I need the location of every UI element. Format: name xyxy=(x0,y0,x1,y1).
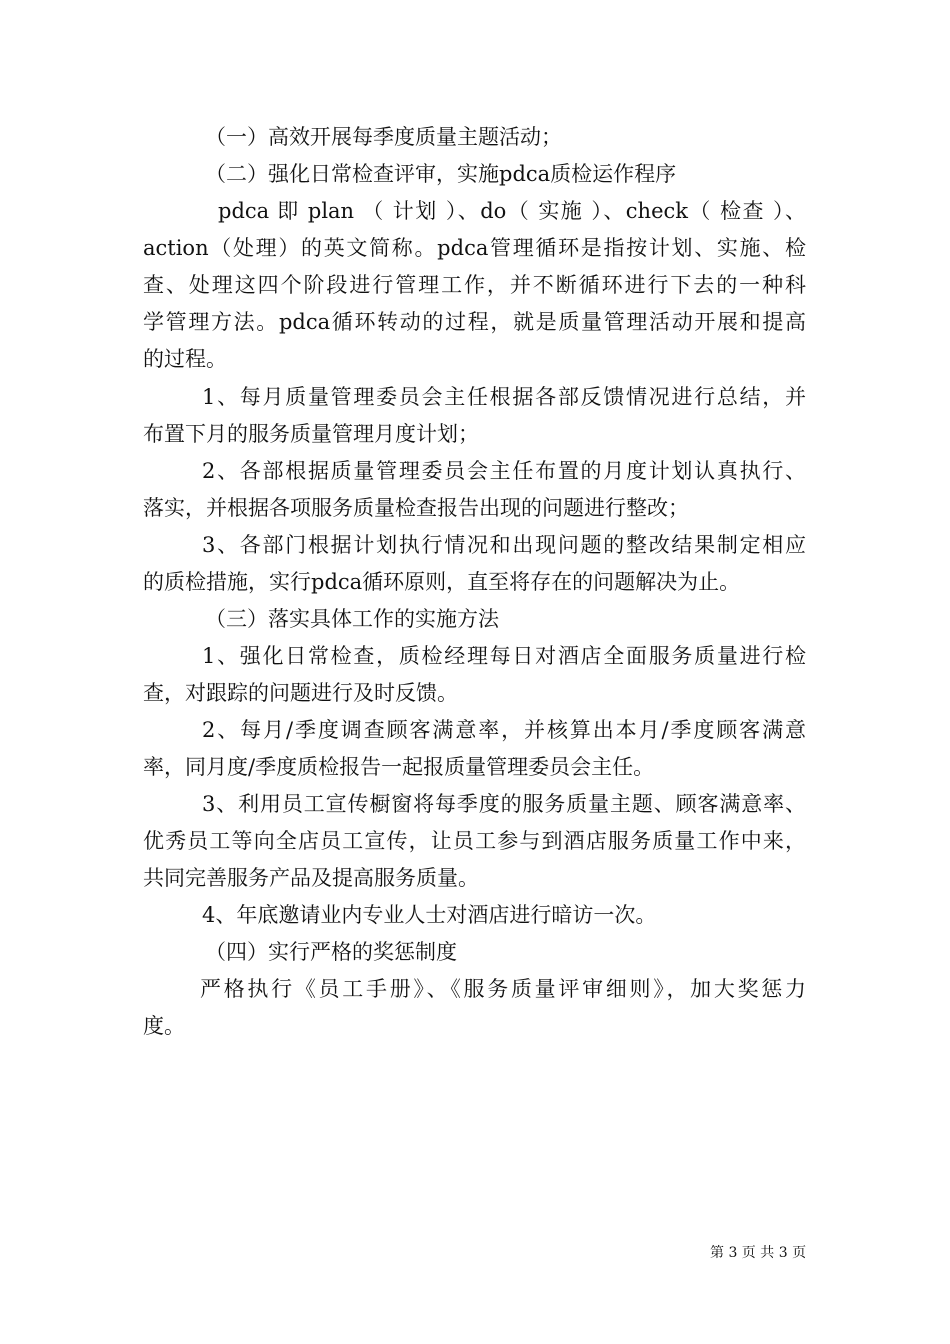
paragraph-line: 查、处理这四个阶段进行管理工作，并不断循环进行下去的一种科 xyxy=(143,273,806,297)
list-item-line: 优秀员工等向全店员工宣传，让员工参与到酒店服务质量工作中来， xyxy=(143,829,806,853)
list-item-line: 4、年底邀请业内专业人士对酒店进行暗访一次。 xyxy=(202,903,657,927)
list-item-line: 2、各部根据质量管理委员会主任布置的月度计划认真执行、 xyxy=(202,459,806,483)
list-item-line: 2、每月/季度调查顾客满意率，并核算出本月/季度顾客满意 xyxy=(202,718,806,742)
list-item-line: 1、强化日常检查，质检经理每日对酒店全面服务质量进行检 xyxy=(202,644,806,668)
list-item-line: 布置下月的服务质量管理月度计划； xyxy=(143,422,479,446)
paragraph-line: 度。 xyxy=(143,1014,185,1038)
list-item-line: 落实，并根据各项服务质量检查报告出现的问题进行整改； xyxy=(143,496,689,520)
list-item-line: 1、每月质量管理委员会主任根据各部反馈情况进行总结，并 xyxy=(202,385,806,409)
paragraph-line: 学管理方法。pdca循环转动的过程，就是质量管理活动开展和提高 xyxy=(143,310,806,334)
page-number: 第 3 页 共 3 页 xyxy=(710,1245,807,1261)
list-item-line: 3、利用员工宣传橱窗将每季度的服务质量主题、顾客满意率、 xyxy=(202,792,806,816)
paragraph-line: action（处理）的英文简称。pdca管理循环是指按计划、实施、检 xyxy=(143,236,806,260)
paragraph-line: 的过程。 xyxy=(143,347,227,371)
heading-3: （三）落实具体工作的实施方法 xyxy=(205,607,499,631)
paragraph-line: pdca 即 plan （ 计划 ）、do（ 实施 ）、check（ 检查 ）、 xyxy=(218,199,806,223)
heading-2: （二）强化日常检查评审，实施pdca质检运作程序 xyxy=(205,162,677,186)
list-item-line: 的质检措施，实行pdca循环原则，直至将存在的问题解决为止。 xyxy=(143,570,741,594)
paragraph-line: 严格执行《员工手册》、《服务质量评审细则》，加大奖惩力 xyxy=(200,977,806,1001)
heading-4: （四）实行严格的奖惩制度 xyxy=(205,940,457,964)
list-item-line: 率，同月度/季度质检报告一起报质量管理委员会主任。 xyxy=(143,755,655,779)
heading-1: （一）高效开展每季度质量主题活动； xyxy=(205,125,562,149)
list-item-line: 查，对跟踪的问题进行及时反馈。 xyxy=(143,681,458,705)
list-item-line: 3、各部门根据计划执行情况和出现问题的整改结果制定相应 xyxy=(202,533,806,557)
list-item-line: 共同完善服务产品及提高服务质量。 xyxy=(143,866,479,890)
